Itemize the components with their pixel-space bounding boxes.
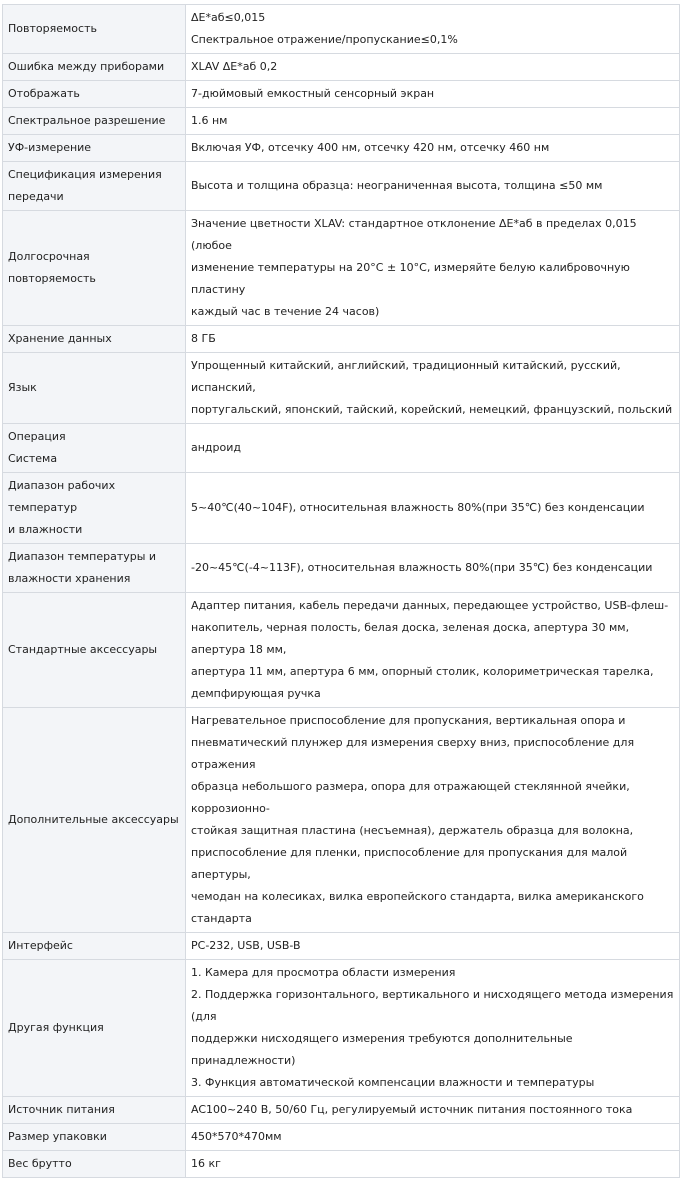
spec-value [186,424,680,473]
spec-label-line: Операция [8,430,66,443]
spec-value [186,54,680,81]
spec-table-body [3,5,680,1178]
spec-row [3,1151,680,1178]
spec-value-line: 16 кг [191,1157,221,1170]
spec-row [3,108,680,135]
spec-label [3,54,186,81]
spec-row [3,424,680,473]
spec-value-line: апертура 11 мм, апертура 6 мм, опорный столик, колориметрическая тарелка, [191,665,654,678]
spec-row [3,473,680,544]
spec-label [3,1097,186,1124]
spec-row [3,353,680,424]
spec-value-line: португальский, японский, тайский, корейский, немецкий, французский, польский [191,403,673,416]
spec-row [3,960,680,1097]
spec-label-line: Язык [8,381,37,394]
spec-label [3,544,186,593]
spec-value-line: 2. Поддержка горизонтального, вертикального и нисходящего метода измерения (для [191,988,674,1023]
spec-row [3,54,680,81]
spec-value [186,1124,680,1151]
spec-label-line: Спектральное разрешение [8,114,166,127]
spec-label-line: Вес брутто [8,1157,72,1170]
spec-value [186,1151,680,1178]
spec-table [2,4,680,1178]
spec-value-line: Упрощенный китайский, английский, традиционный китайский, русский, испанский, [191,359,621,394]
spec-value [186,135,680,162]
spec-row [3,135,680,162]
spec-label [3,81,186,108]
spec-label-line: Диапазон рабочих температур [8,479,116,514]
spec-value-line: Адаптер питания, кабель передачи данных, передающее устройство, USB-флеш- [191,599,669,612]
spec-label-line: Источник питания [8,1103,115,1116]
spec-value [186,211,680,326]
spec-row [3,1124,680,1151]
spec-row [3,933,680,960]
spec-value-line: 1.6 нм [191,114,228,127]
spec-value-line: поддержки нисходящего измерения требуются дополнительные принадлежности) [191,1032,573,1067]
spec-value-line: PC-232, USB, USB-B [191,939,301,952]
spec-label-line: Диапазон температуры и [8,550,157,563]
spec-value [186,933,680,960]
spec-value-line: изменение температуры на 20°C ± 10°C, измеряйте белую калибровочную пластину [191,261,630,296]
spec-label [3,162,186,211]
spec-label [3,353,186,424]
spec-label [3,933,186,960]
spec-value-line: накопитель, черная полость, белая доска, зеленая доска, апертура 30 мм, апертура 18 мм, [191,621,630,656]
spec-value-line: образца небольшого размера, опора для отражающей стеклянной ячейки, коррозионно- [191,780,630,815]
spec-value-line: стойкая защитная пластина (несъемная), держатель образца для волокна, [191,824,634,837]
spec-value-line: каждый час в течение 24 часов) [191,305,380,318]
spec-value-line: 1. Камера для просмотра области измерения [191,966,456,979]
spec-label [3,424,186,473]
spec-value-line: -20~45℃(-4~113F), относительная влажность 80%(при 35℃) без конденсации [191,561,653,574]
spec-value-line: 450*570*470мм [191,1130,282,1143]
spec-value [186,1097,680,1124]
spec-label-line: Хранение данных [8,332,112,345]
spec-label [3,5,186,54]
spec-value-line: XLAV ΔE*аб 0,2 [191,60,278,73]
spec-value-line: чемодан на колесиках, вилка европейского стандарта, вилка американского стандарта [191,890,644,925]
spec-value [186,108,680,135]
spec-label [3,326,186,353]
spec-label-line: передачи [8,190,64,203]
spec-label [3,108,186,135]
spec-value-line: приспособление для пленки, приспособление для пропускания для малой апертуры, [191,846,628,881]
spec-value-line: ΔE*аб≤0,015 [191,11,266,24]
spec-value [186,81,680,108]
spec-label-line: Интерфейс [8,939,73,952]
spec-label-line: Размер упаковки [8,1130,107,1143]
spec-label-line: УФ-измерение [8,141,92,154]
spec-value [186,5,680,54]
spec-label-line: Система [8,452,58,465]
spec-row [3,81,680,108]
spec-value-line: Значение цветности XLAV: стандартное отклонение ΔE*аб в пределах 0,015 (любое [191,217,637,252]
spec-label [3,1151,186,1178]
spec-row [3,326,680,353]
spec-label [3,211,186,326]
spec-row [3,593,680,708]
spec-row [3,162,680,211]
spec-row [3,544,680,593]
spec-label-line: и влажности [8,523,83,536]
spec-value-line: 8 ГБ [191,332,216,345]
spec-row [3,1097,680,1124]
spec-row [3,211,680,326]
spec-value-line: Спектральное отражение/пропускание≤0,1% [191,33,458,46]
spec-value-line: андроид [191,441,242,454]
spec-label-line: влажности хранения [8,572,131,585]
spec-value-line: 5~40℃(40~104F), относительная влажность 80%(при 35℃) без конденсации [191,501,645,514]
spec-value-line: 7-дюймовый емкостный сенсорный экран [191,87,435,100]
spec-value-line: Нагревательное приспособление для пропускания, вертикальная опора и [191,714,626,727]
spec-value [186,593,680,708]
spec-value [186,708,680,933]
spec-label [3,1124,186,1151]
spec-value [186,960,680,1097]
spec-label [3,473,186,544]
spec-value-line: пневматический плунжер для измерения сверху вниз, приспособление для отражения [191,736,635,771]
spec-label-line: Спецификация измерения [8,168,162,181]
spec-value-line: AC100~240 В, 50/60 Гц, регулируемый источник питания постоянного тока [191,1103,633,1116]
spec-value-line: 3. Функция автоматической компенсации влажности и температуры [191,1076,595,1089]
spec-value [186,544,680,593]
spec-value-line: демпфирующая ручка [191,687,321,700]
spec-label-line: Ошибка между приборами [8,60,165,73]
spec-label-line: Отображать [8,87,80,100]
spec-label-line: Стандартные аксессуары [8,643,158,656]
spec-value [186,162,680,211]
spec-label [3,960,186,1097]
spec-label-line: Дополнительные аксессуары [8,813,179,826]
spec-value [186,326,680,353]
spec-label-line: Другая функция [8,1021,104,1034]
spec-value [186,353,680,424]
spec-label [3,593,186,708]
spec-label-line: Повторяемость [8,22,97,35]
spec-row [3,708,680,933]
spec-label-line: Долгосрочная повторяемость [8,250,96,285]
spec-label [3,708,186,933]
spec-value-line: Включая УФ, отсечку 400 нм, отсечку 420 нм, отсечку 460 нм [191,141,550,154]
spec-row [3,5,680,54]
spec-value-line: Высота и толщина образца: неограниченная высота, толщина ≤50 мм [191,179,603,192]
spec-value [186,473,680,544]
spec-label [3,135,186,162]
